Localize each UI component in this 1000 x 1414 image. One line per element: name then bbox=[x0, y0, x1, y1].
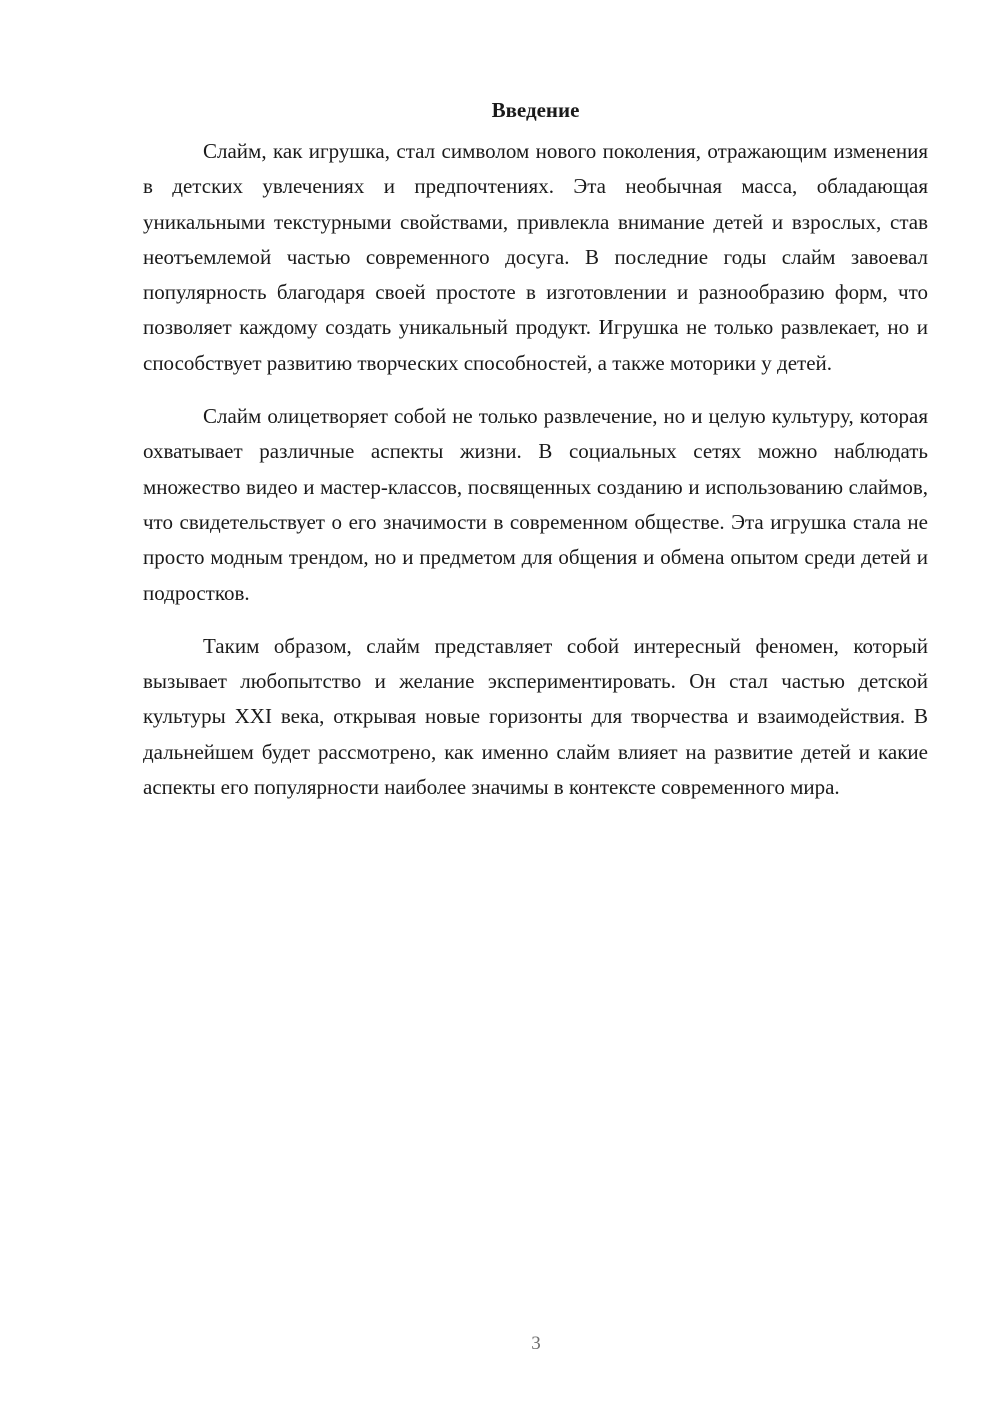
paragraph-2: Слайм олицетворяет собой не только развлечение, но и целую культуру, которая охватывает различные аспекты жизни. В социальных сетях можно наблюдать множество видео и мастер-классов, посвященных созданию и использованию слаймов, что свидетельствует о его значимости в современном обществе. Эта игрушка стала не просто модным трендом, но и предметом для общения и обмена опытом среди детей и подростков. bbox=[143, 404, 928, 605]
page-content bbox=[143, 95, 928, 823]
paragraph-1: Слайм, как игрушка, стал символом нового поколения, отражающим изменения в детских увлечениях и предпочтениях. Эта необычная масса, обладающая уникальными текстурными свойствами, привлекла внимание детей и взрослых, став неотъемлемой частью современного досуга. В последние годы слайм завоевал популярность благодаря своей простоте в изготовлении и разнообразию форм, что позволяет каждому создать уникальный продукт. Игрушка не только развлекает, но и способствует развитию творческих способностей, а также моторики у детей. bbox=[143, 139, 928, 375]
paragraph-3: Таким образом, слайм представляет собой интересный феномен, который вызывает любопытство и желание экспериментировать. Он стал частью детской культуры XXI века, открывая новые горизонты для творчества и взаимодействия. В дальнейшем будет рассмотрено, как именно слайм влияет на развитие детей и какие аспекты его популярности наиболее значимы в контексте современного мира. bbox=[143, 633, 928, 800]
section-heading: Введение bbox=[491, 98, 580, 122]
page-number: 3 bbox=[531, 1333, 541, 1354]
